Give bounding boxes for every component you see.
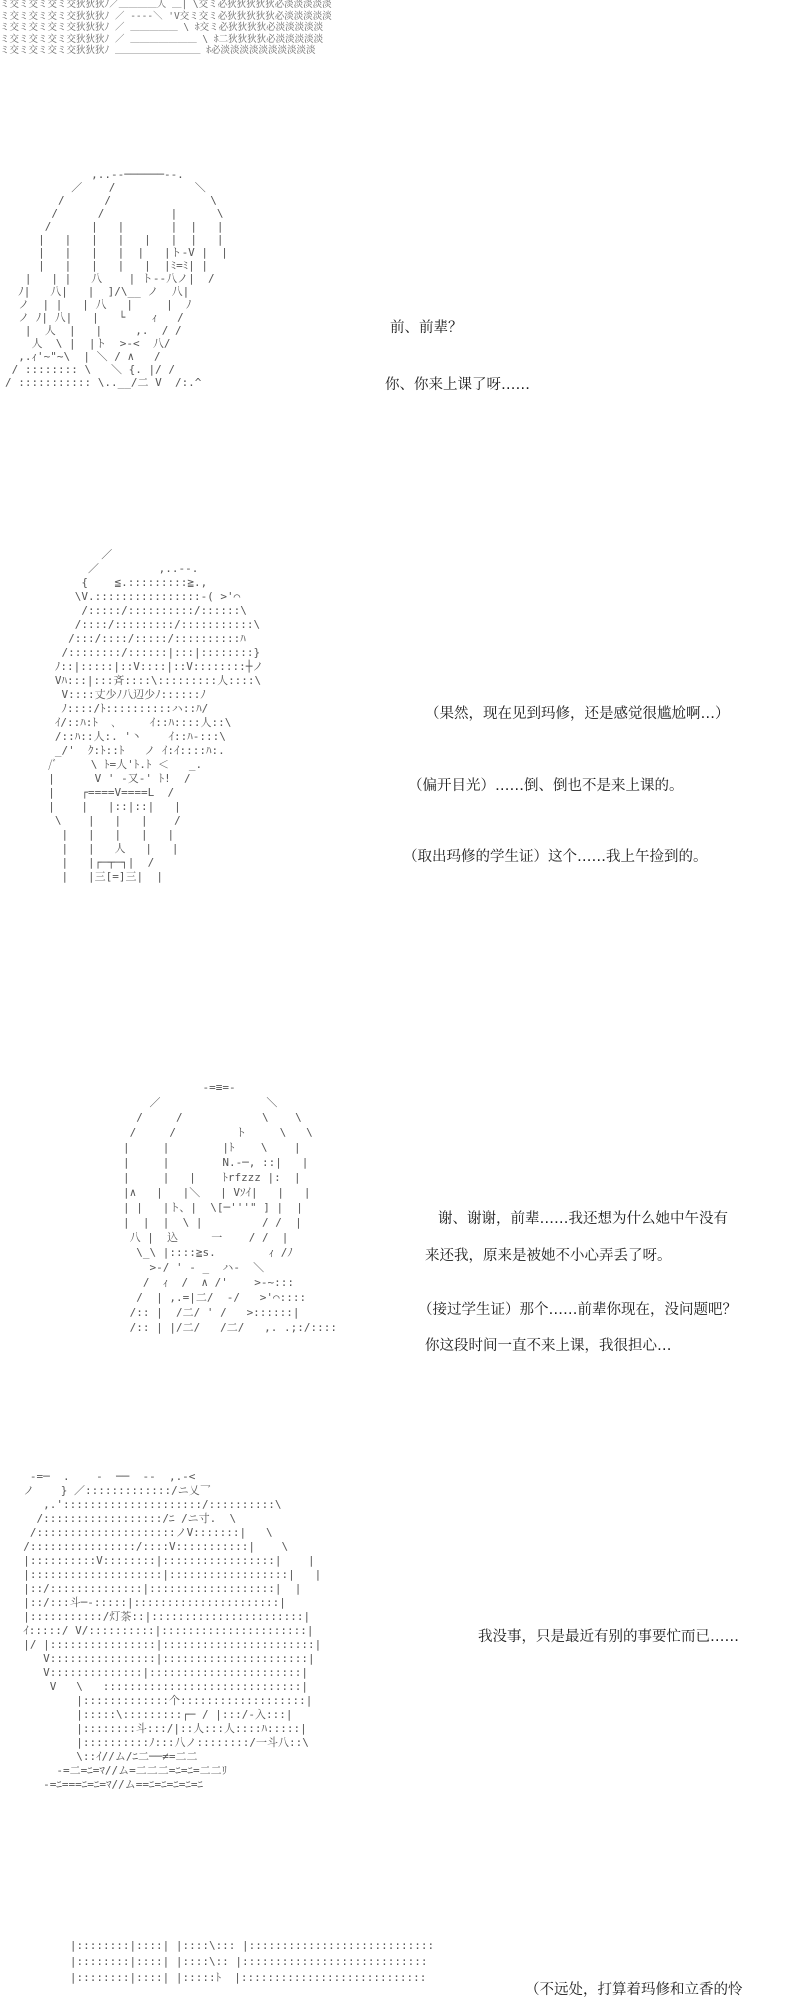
ascii-art-panel-4: -=─ . - ── -- ,.-< ノ } ／:::::::::::::/ニ乂乛 ,.':::::::::::::::::::::/::::::::::\ /::::::::::::::::::/ﾆ /ニ寸. \ /:::::::::::::::::::::ノV:::::::| \ /::::::::::::::::/::::V:::::::::::| \ |::::::::::V::::::::|:::::::::::::::::| | |::::::::::::::::::::|::::::::::::::::::| | |::/::::::::::::::|:::::::::::::::::::| | |::/:::斗─-:::::|::::::::::::::::::::::| |:::::::::::/灯茶::|:::::::::::::::::::::::| ｲ:::::/ V/::::::::::|::::::::::::::::::::::| |/ |::::::::::::::::|:::::::::::::::::::::::| V::::::::::::::::|::::::::::::::::::::::| V::::::::::::::|:::::::::::::::::::::::| V \ ::::::::::::::::::::::::::::::| |:::::::::::::个:::::::::::::::::::| |:::::\:::::::::┌─ / |:::/-入:::| |::::::::斗:::/|::人:::人::::ﾊ:::::| |::::::::::ﾉ:::八ノ::::::::/一斗八::\ \::ｲ//ム/ﾆ二──≠=二二 -=二=ﾆ=ﾏ//ム=二二二=ﾆ=ﾆ=二二ﾘ -=ﾆ===ﾆ=ﾆ=ﾏ//ム==ﾆ=ﾆ=ﾆ=ﾆ=ﾆ [23, 1470, 322, 1791]
ascii-art-panel-2: ／ ／ ,..-‐. { ≦.:::::::::≧., \V.::::::::::::::::-( >'⌒ /:::::/::::::::::/::::::\ /::::/:::::::::/:::::::::::\ /:::/::::/:::::/::::::::::ﾊ /::::::::/::::::|:::|::::::::} ﾉ::|:::::|::V::::|::V::::::::┼ノ Vﾊ:::|:::斉::::\:::::::::人::::\ V::::丈少ﾉ八辺少ﾉ::::::ﾉ ﾉ::::/ﾄ::::::::::ハ::ﾊ/ ｲ/::ﾊ:ﾄ ､ ｲ::ﾊ::::人::\ /::ﾊ::人:. '丶 ｲ::ﾊ-:::\ _/' ｸ:ﾄ::ﾄ ノ ｲ:ｲ::::ﾊ:. /ﾞ \ ﾄ=人'ﾄ.ﾄ ＜ _. | V ' -又-' ﾄ! / | ┌====V====L / | | |::|::| | \ | | | / | | | | | | | 人 | | | |┌─┬─┐| / | |三[=]三| | [48, 548, 264, 883]
dialogue-line: （接过学生证）那个……前辈你现在，没问题吧？ [418, 1302, 737, 1318]
dialogue-line: 我没事，只是最近有别的事要忙而已…… [478, 1629, 739, 1645]
dialogue-line: 前、前辈？ [390, 320, 463, 336]
dialogue-line: 你、你来上课了呀…… [385, 377, 530, 393]
ascii-art-panel-5: |::::::::|::::| |::::\::: |:::::::::::::::::::::::::::: |::::::::|::::| |::::\:: |:::::::::::::::::::::::::::: |::::::::|::::| |:::::ﾄ |:::::::::::::::::::::::::::: [69, 1939, 435, 1984]
dialogue-line: （偏开目光）……倒、倒也不是来上课的。 [408, 778, 684, 794]
dialogue-line: （取出玛修的学生证）这个……我上午捡到的。 [403, 849, 708, 865]
dialogue-line: 来还我，原来是被她不小心弄丢了呀。 [425, 1248, 672, 1264]
ascii-art-panel-1: ,..--──────‐-. ／ / ＼ / / \ / / | \ / | | | | | | | | | | | | | | | | | | |ト-V | | | | | | | |ﾐ=ﾐ| | | | | 八 | ト--八ノ| / ﾉ| 八| | ]/\__ ノ 八| ノ | | | 八 | | ﾉ ノ ﾉ| 八| | └ ｨ / | 人 | | ,. / / 人 \ | |ト >-< 八/ ,.ｨ'~"~\ | ＼ / ∧ / / :::::::: \ ＼ {. |/ / / ::::::::::: \..__/二 V /:.^ [5, 168, 228, 389]
ascii-art-panel-3: -=≡=- ／ ＼ / / \ \ / / ト \ \ | | |ﾄ \ | | | N.-─, ::| | | | | ﾄrfzzz |: | |∧ | |＼ | Vｿｲ| | | | | |ト、| \[─'''" ] | | | | | \ | / / | 八 | 込 一 / / | \_\ |::::≧s. ｨ /ﾉ >-/ ' ‐ _ ハ‐ ＼ / ｨ / ∧ /' >‐~::: / | ,.=|二/ ‐/ >'⌒:::: /:: | /二/ ' / >::::::| /:: | |/二/ /二/ ,. .;:/:::: [122, 1081, 338, 1334]
ascii-art-panel-top: ミ交ミ交ミ交ミ交狄狄狄ﾉ／＿＿＿＿人 ＿| \交ミ必狄狄狄狄狄必淡淡淡淡淡 ミ交ミ交ミ交ミ交狄狄狄ﾉ ／ ----＼ 'V交ミ交ミ必狄狄狄狄狄必淡淡淡淡淡 ミ交ミ交ミ交ミ交狄狄狄ﾉ ／ ＿＿＿＿＿ \ ﾎ交ミ必狄狄狄狄必淡淡淡淡淡 ミ交ミ交ミ交ミ交狄狄狄ﾉ ／ ＿＿＿＿＿＿＿ \ ﾎ二狄狄狄狄必淡淡淡淡淡 ミ交ミ交ミ交ミ交狄狄狄ﾉ ＿＿＿＿＿＿＿＿＿ ﾎ必淡淡淡淡淡淡淡淡淡淡 [0, 0, 332, 56]
dialogue-line: （不远处，打算着玛修和立香的怜 [525, 1982, 743, 1998]
dialogue-line: （果然，现在见到玛修，还是感觉很尴尬啊…） [425, 706, 730, 722]
dialogue-line: 谢、谢谢，前辈……我还想为什么她中午没有 [438, 1211, 728, 1227]
dialogue-line: 你这段时间一直不来上课，我很担心… [425, 1338, 672, 1354]
